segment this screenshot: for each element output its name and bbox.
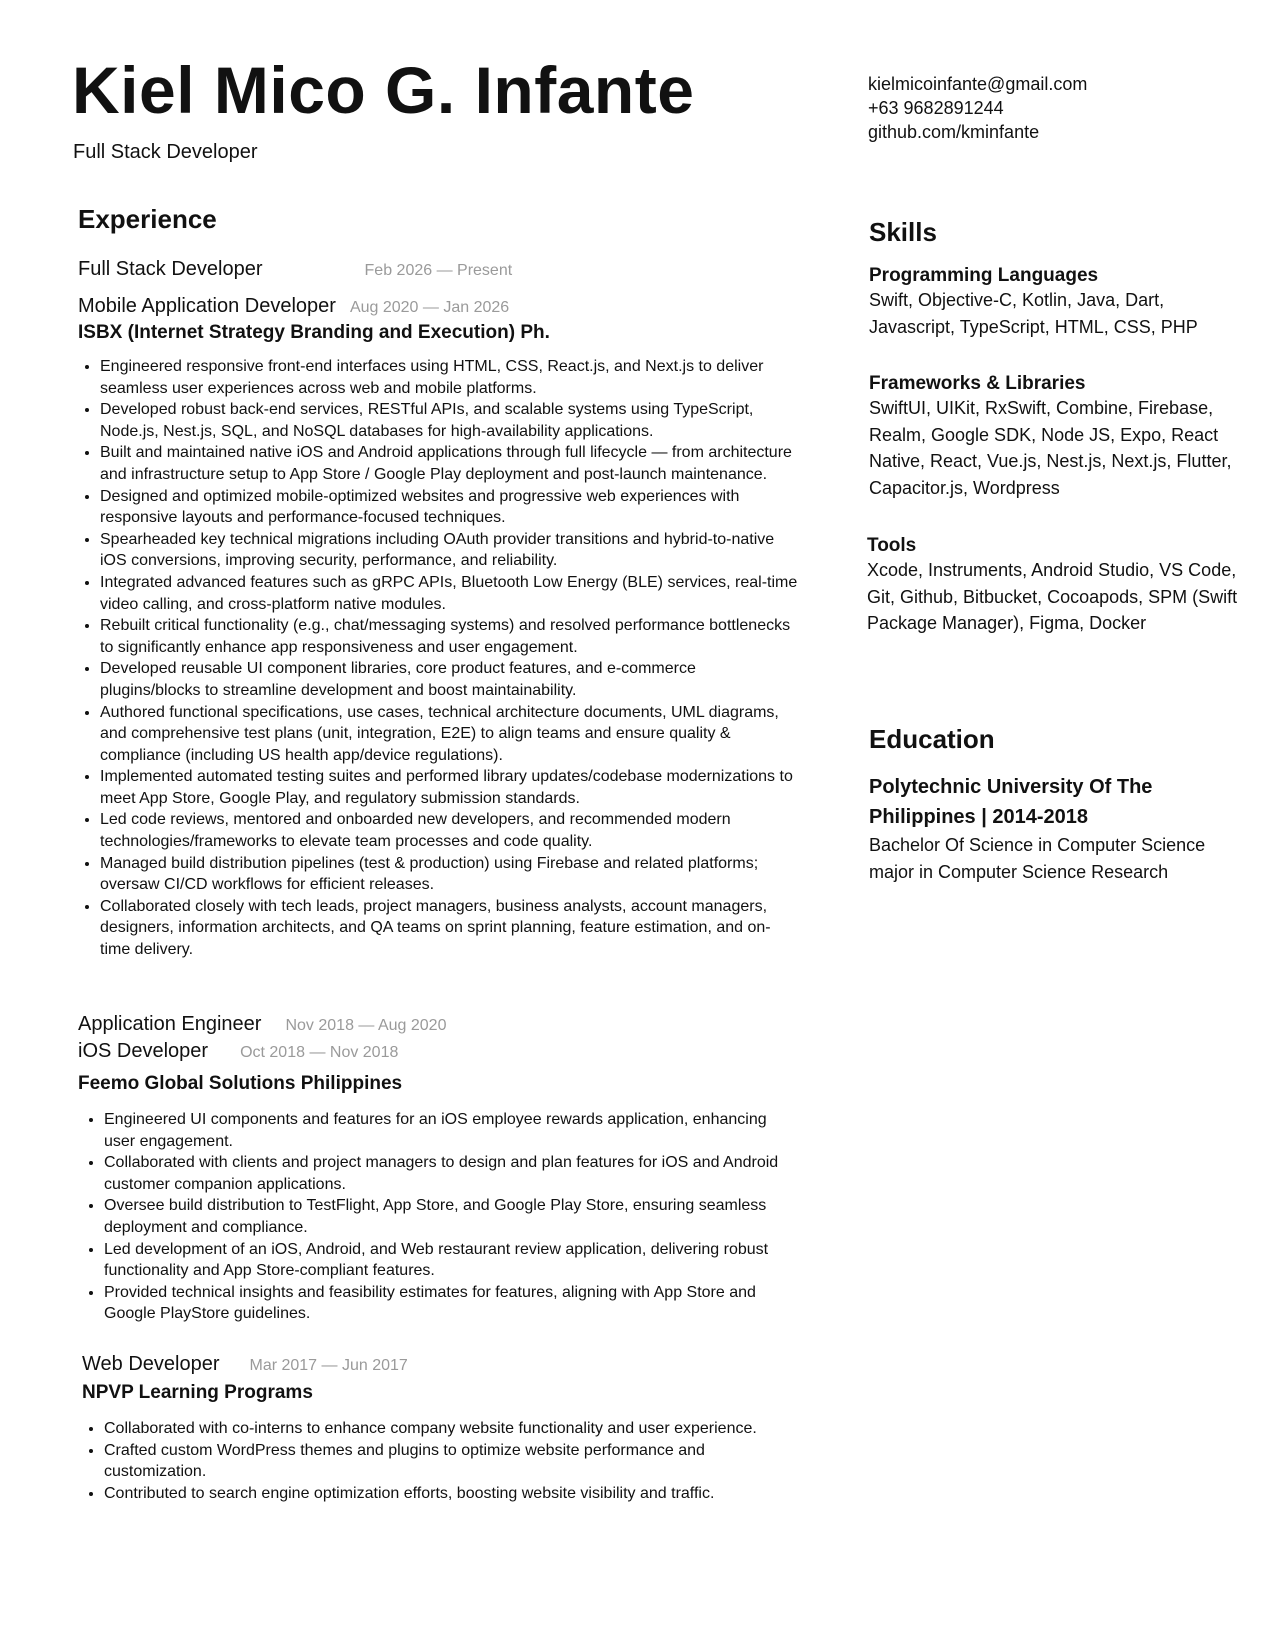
bullet-item: • Led code reviews, mentored and onboarded new developers, and recommended modern technologies/frameworks to elevate team processes and code quality. bbox=[100, 809, 798, 852]
bullet-item: • Managed build distribution pipelines (test & production) using Firebase and related platforms; oversaw CI/CD workflows for efficient releases. bbox=[100, 853, 798, 896]
job-isbx bbox=[78, 258, 798, 961]
bullet-item: • Collaborated with clients and project managers to design and plan features for iOS and Android customer companion applications. bbox=[104, 1152, 798, 1195]
role-dates: Mar 2017 — Jun 2017 bbox=[249, 1357, 408, 1374]
bullet-item: • Engineered responsive front-end interfaces using HTML, CSS, React.js, and Next.js to deliver seamless user experiences across web and mobile platforms. bbox=[100, 356, 798, 399]
skill-group bbox=[867, 535, 1247, 637]
role-dates: Aug 2020 — Jan 2026 bbox=[349, 299, 510, 316]
role-dates: Nov 2018 — Aug 2020 bbox=[285, 1017, 447, 1034]
role-title: Full Stack Developer bbox=[78, 258, 263, 280]
skill-group-text: SwiftUI, UIKit, RxSwift, Combine, Firebase, Realm, Google SDK, Node JS, Expo, React Native, React, Vue.js, Nest.js, Next.js, Flutter, Capacitor.js, Wordpress bbox=[869, 398, 1232, 498]
bullet-item: • Engineered UI components and features for an iOS employee rewards application, enhancing user engagement. bbox=[104, 1109, 798, 1152]
job-npvp bbox=[82, 1353, 802, 1504]
education-entry bbox=[869, 772, 1239, 885]
skill-group-title: Programming Languages bbox=[869, 265, 1099, 286]
company-name: Feemo Global Solutions Philippines bbox=[78, 1073, 403, 1094]
bullet-item: • Crafted custom WordPress themes and plugins to optimize website performance and customization. bbox=[104, 1440, 802, 1483]
bullet-item: • Spearheaded key technical migrations including OAuth provider transitions and hybrid-to-native iOS conversions, improving security, performance, and reliability. bbox=[100, 529, 798, 572]
bullet-item: • Built and maintained native iOS and Android applications through full lifecycle — from architecture and infrastructure setup to App Store / Google Play deployment and post-launch maintenance. bbox=[100, 442, 798, 485]
github-link: github.com/kminfante bbox=[868, 122, 1040, 142]
job-bullets bbox=[78, 1109, 798, 1325]
phone: +63 9682891244 bbox=[868, 98, 1004, 118]
skill-group-text: Xcode, Instruments, Android Studio, VS Code, Git, Github, Bitbucket, Cocoapods, SPM (Swift Package Manager), Figma, Docker bbox=[867, 560, 1238, 633]
job-bullets bbox=[78, 356, 798, 961]
role bbox=[78, 295, 798, 318]
experience-heading: Experience bbox=[78, 204, 217, 234]
school: Polytechnic University Of The Philippines | 2014-2018 bbox=[869, 776, 1153, 828]
skill-group-title: Frameworks & Libraries bbox=[869, 373, 1086, 394]
job-title: Full Stack Developer bbox=[73, 141, 258, 163]
bullet-item: • Led development of an iOS, Android, and Web restaurant review application, delivering robust functionality and App Store-compliant features. bbox=[104, 1239, 798, 1282]
skill-group-text: Swift, Objective-C, Kotlin, Java, Dart, Javascript, TypeScript, HTML, CSS, PHP bbox=[869, 290, 1198, 337]
bullet-item: • Implemented automated testing suites and performed library updates/codebase modernizations to meet App Store, Google Play, and regulatory submission standards. bbox=[100, 766, 798, 809]
role-title: Web Developer bbox=[82, 1353, 220, 1375]
email: kielmicoinfante@gmail.com bbox=[868, 74, 1088, 94]
company-name: NPVP Learning Programs bbox=[82, 1382, 313, 1403]
bullet-item: • Developed robust back-end services, RESTful APIs, and scalable systems using TypeScript, Node.js, Nest.js, SQL, and NoSQL databases for high-availability applications. bbox=[100, 399, 798, 442]
bullet-item: • Authored functional specifications, use cases, technical architecture documents, UML diagrams, and comprehensive test plans (unit, integration, E2E) to align teams and ensure quality & compliance (including US health app/device regulations). bbox=[100, 702, 798, 767]
role bbox=[78, 258, 798, 281]
job-bullets bbox=[82, 1418, 802, 1504]
bullet-item: • Provided technical insights and feasibility estimates for features, aligning with App Store and Google PlayStore guidelines. bbox=[104, 1282, 798, 1325]
bullet-item: • Collaborated with co-interns to enhance company website functionality and user experience. bbox=[104, 1418, 802, 1440]
role bbox=[82, 1353, 802, 1376]
skills-heading: Skills bbox=[869, 217, 937, 247]
company-name: ISBX (Internet Strategy Branding and Execution) Ph. bbox=[78, 322, 550, 343]
role-title: Application Engineer bbox=[78, 1013, 262, 1035]
skill-group bbox=[869, 265, 1249, 340]
bullet-item: • Rebuilt critical functionality (e.g., chat/messaging systems) and resolved performance bottlenecks to significantly enhance app responsiveness and user engagement. bbox=[100, 615, 798, 658]
skill-group bbox=[869, 373, 1249, 501]
role-dates: Feb 2026 — Present bbox=[364, 262, 513, 279]
bullet-item: • Developed reusable UI component libraries, core product features, and e-commerce plugins/blocks to streamline development and boost maintainability. bbox=[100, 658, 798, 701]
bullet-item: • Oversee build distribution to TestFlight, App Store, and Google Play Store, ensuring seamless deployment and compliance. bbox=[104, 1195, 798, 1238]
bullet-item: • Designed and optimized mobile-optimized websites and progressive web experiences with responsive layouts and performance-focused techniques. bbox=[100, 486, 798, 529]
degree: Bachelor Of Science in Computer Science major in Computer Science Research bbox=[869, 835, 1206, 882]
job-feemo bbox=[78, 1013, 798, 1325]
role-title: iOS Developer bbox=[78, 1040, 209, 1062]
candidate-name: Kiel Mico G. Infante bbox=[72, 53, 695, 127]
bullet-item: • Collaborated closely with tech leads, project managers, business analysts, account managers, designers, information architects, and QA teams on sprint planning, feature estimation, and on-time delivery. bbox=[100, 896, 798, 961]
role bbox=[78, 1013, 798, 1036]
role-title: Mobile Application Developer bbox=[78, 295, 336, 317]
role bbox=[78, 1040, 798, 1063]
role-dates: Oct 2018 — Nov 2018 bbox=[240, 1044, 399, 1061]
bullet-item: • Contributed to search engine optimization efforts, boosting website visibility and traffic. bbox=[104, 1483, 802, 1505]
skill-group-title: Tools bbox=[867, 535, 917, 556]
education-heading: Education bbox=[869, 724, 995, 754]
contact-info bbox=[868, 72, 1087, 144]
bullet-item: • Integrated advanced features such as gRPC APIs, Bluetooth Low Energy (BLE) services, real-time video calling, and cross-platform native modules. bbox=[100, 572, 798, 615]
